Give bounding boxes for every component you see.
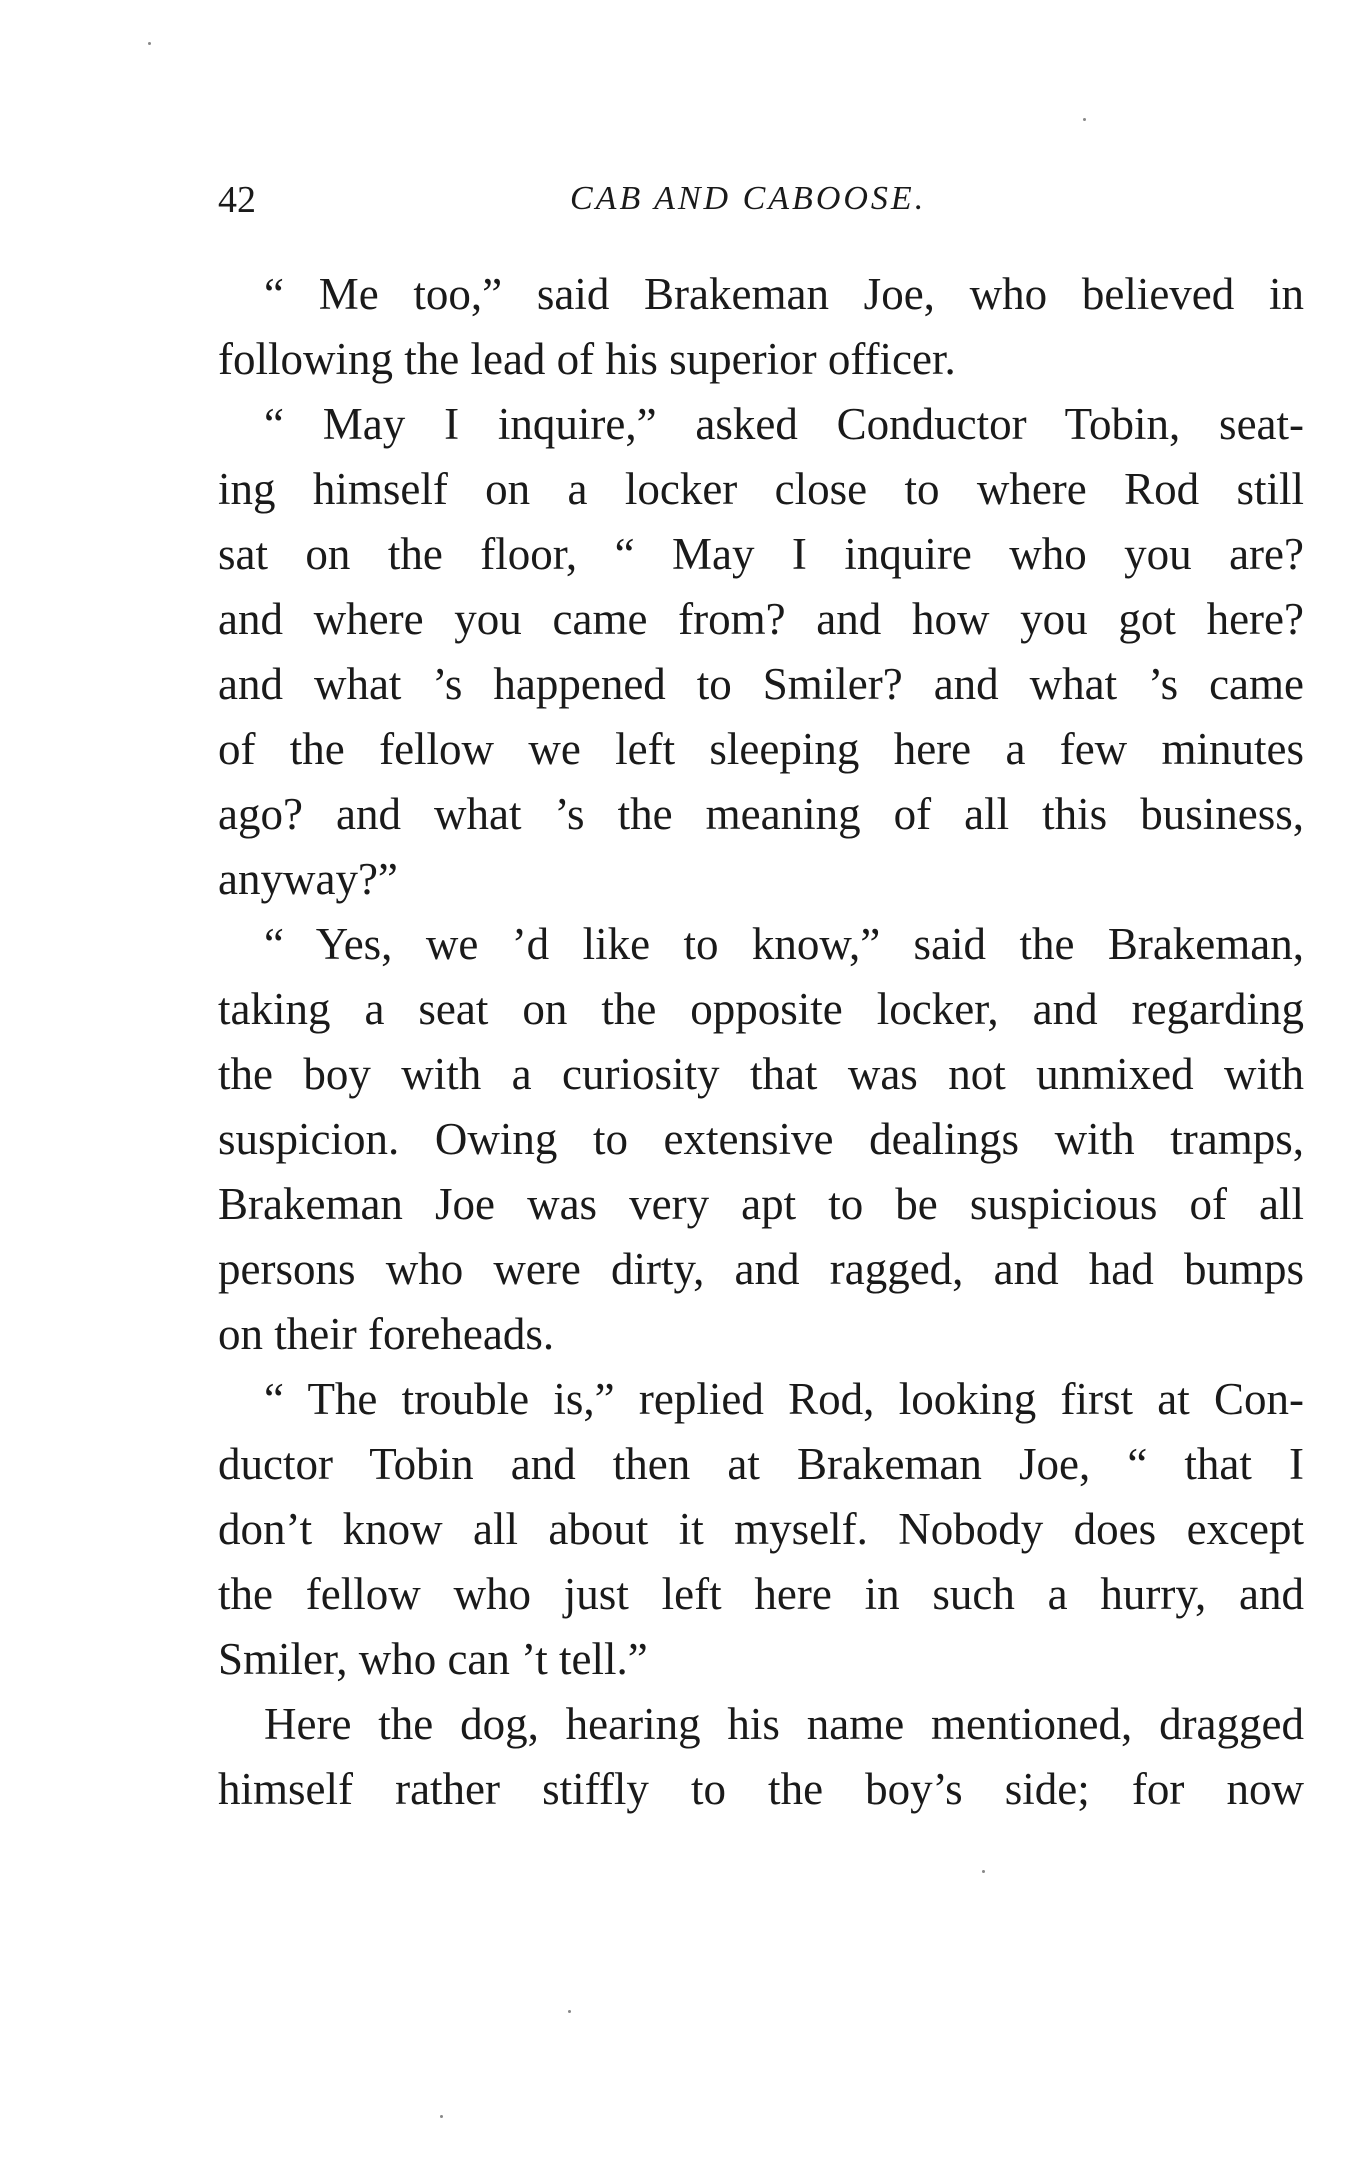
text-line: and what ’s happened to Smiler? and what ’s came (218, 659, 1304, 709)
text-line: “ Yes, we ’d like to know,” said the Brakeman, (264, 919, 1304, 969)
page-number: 42 (218, 179, 256, 221)
text-line: suspicion. Owing to extensive dealings with tramps, (218, 1114, 1304, 1164)
text-line: the boy with a curiosity that was not unmixed with (218, 1049, 1304, 1099)
text-line: ago? and what ’s the meaning of all this business, (218, 789, 1304, 839)
text-line: ing himself on a locker close to where Rod still (218, 464, 1304, 514)
text-line: of the fellow we left sleeping here a few minutes (218, 724, 1304, 774)
text-line: sat on the floor, “ May I inquire who you are? (218, 529, 1304, 579)
text-line: following the lead of his superior officer. (218, 334, 956, 384)
page-header (0, 178, 1372, 238)
text-line: and where you came from? and how you got here? (218, 594, 1304, 644)
paper-speck (148, 42, 151, 45)
text-line: “ The trouble is,” replied Rod, looking first at Con- (264, 1374, 1304, 1424)
text-line: Here the dog, hearing his name mentioned, dragged (264, 1699, 1304, 1749)
text-line: on their foreheads. (218, 1309, 555, 1359)
text-line: the fellow who just left here in such a hurry, and (218, 1569, 1304, 1619)
text-line: himself rather stiffly to the boy’s side; for now (218, 1764, 1304, 1814)
paragraph (218, 1367, 1304, 1692)
text-line: “ Me too,” said Brakeman Joe, who believed in (264, 269, 1304, 319)
running-head: CAB AND CABOOSE. (570, 180, 927, 217)
paper-speck (568, 2010, 571, 2013)
text-line: persons who were dirty, and ragged, and had bumps (218, 1244, 1304, 1294)
paragraph (218, 912, 1304, 1367)
text-line: taking a seat on the opposite locker, and regarding (218, 984, 1304, 1034)
paper-speck (440, 2115, 443, 2118)
body-text (218, 262, 1304, 1822)
text-line: anyway?” (218, 854, 398, 904)
paper-speck (982, 1870, 985, 1873)
text-line: Brakeman Joe was very apt to be suspicious of all (218, 1179, 1304, 1229)
paper-speck (1083, 118, 1086, 121)
text-line: ductor Tobin and then at Brakeman Joe, “ that I (218, 1439, 1304, 1489)
text-line: “ May I inquire,” asked Conductor Tobin, seat- (264, 399, 1304, 449)
paragraph (218, 392, 1304, 912)
text-line: don’t know all about it myself. Nobody does except (218, 1504, 1304, 1554)
paragraph (218, 1692, 1304, 1822)
paragraph (218, 262, 1304, 392)
text-line: Smiler, who can ’t tell.” (218, 1634, 648, 1684)
